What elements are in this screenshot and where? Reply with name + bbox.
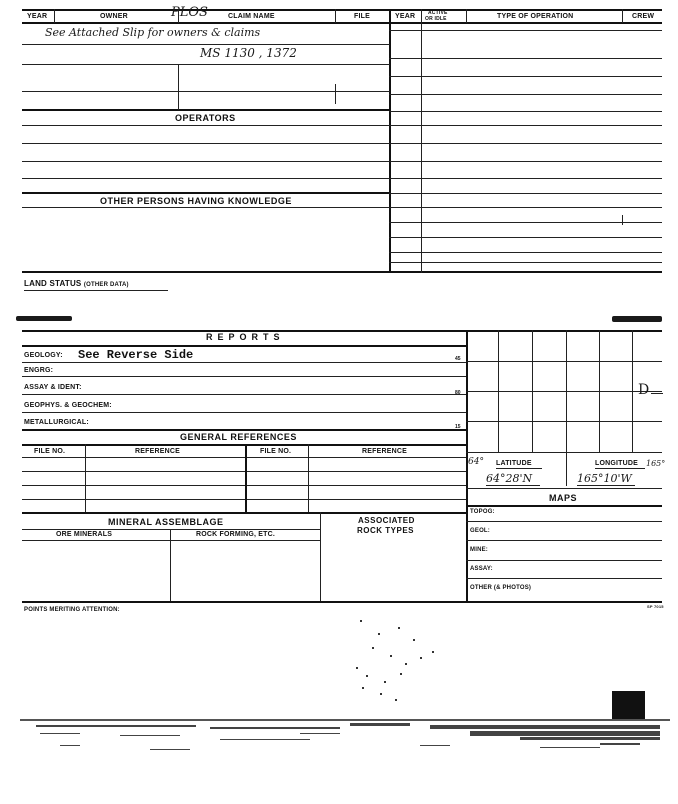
maps-row-line (466, 578, 662, 579)
form-number: SP 7015 (647, 604, 664, 609)
mineral-subheading-bottom (22, 540, 320, 541)
report-row-line (22, 376, 466, 377)
longitude-value-underline (577, 485, 635, 486)
mineral-assemblage-heading: MINERAL ASSEMBLAGE (108, 517, 224, 527)
scan-noise-artifacts (0, 615, 678, 804)
header-file: FILE (354, 13, 370, 20)
report-row-line (22, 394, 466, 395)
gen-ref-file-no-1: FILE NO. (34, 448, 66, 455)
right-row-line (389, 252, 662, 253)
coords-bottom (466, 488, 662, 489)
middle-divider (389, 9, 391, 273)
latitude-label-underline (496, 468, 542, 469)
rock-forming-label: ROCK FORMING, ETC. (196, 531, 276, 538)
geology-value: See Reverse Side (78, 348, 194, 362)
report-row-line (22, 412, 466, 413)
gen-ref-col-sep (308, 444, 309, 512)
reports-heading-bottom (22, 345, 466, 347)
latitude-label: LATITUDE (496, 460, 532, 467)
header-crew: CREW (632, 13, 655, 20)
geophys-label: GEOPHYS. & GEOCHEM: (24, 402, 112, 409)
associated-rock-types-line1: ASSOCIATED (358, 516, 415, 525)
row-col-sep (335, 84, 336, 104)
row-line (22, 44, 390, 45)
coords-col-sep (566, 452, 567, 486)
gen-ref-reference-1: REFERENCE (135, 448, 180, 455)
top-bottom-border (22, 271, 662, 273)
mineral-heading-bottom (22, 529, 320, 530)
header-claim-name: CLAIM NAME (228, 13, 275, 20)
report-row-line (22, 429, 466, 431)
grid-row (466, 452, 662, 453)
right-row-line (389, 161, 662, 162)
other-persons-heading: OTHER PERSONS HAVING KNOWLEDGE (100, 196, 292, 206)
longitude-suffix: 165° (646, 459, 666, 468)
right-row-line (389, 237, 662, 238)
maps-heading-bottom (466, 505, 662, 507)
col-sep (54, 9, 55, 23)
top-border (22, 9, 662, 11)
gen-ref-bottom (22, 512, 466, 514)
right-row-line (389, 178, 662, 179)
maps-other-label: OTHER (& PHOTOS) (470, 585, 532, 591)
longitude-label: LONGITUDE (595, 460, 639, 467)
header-year-2: YEAR (395, 13, 416, 20)
gen-ref-col-sep (245, 444, 247, 512)
owner-handwritten-note: PLOS (171, 5, 208, 20)
grid-handwritten-mark: D (638, 382, 650, 398)
row-line (22, 64, 390, 65)
gen-ref-file-no-2: FILE NO. (260, 448, 292, 455)
gen-ref-row-line (22, 499, 466, 500)
land-status-underline (24, 290, 168, 291)
maps-row-line (466, 521, 662, 522)
longitude-value: 165°10'W (577, 472, 632, 485)
right-row-line (389, 58, 662, 59)
geology-number: 45 (455, 356, 461, 362)
grid-mark-stroke (651, 393, 663, 394)
longitude-label-underline (595, 468, 645, 469)
right-row-line (389, 76, 662, 77)
handwritten-attached-slip: See Attached Slip for owners & claims (45, 26, 261, 39)
right-row-line (389, 111, 662, 112)
right-row-line (389, 125, 662, 126)
maps-assay-label: ASSAY: (470, 566, 493, 572)
header-year: YEAR (27, 13, 48, 20)
row-line (22, 109, 390, 111)
gen-ref-col-sep (85, 444, 86, 512)
scan-smear (16, 316, 72, 321)
right-row-line (389, 207, 662, 208)
col-sep-fragment (622, 215, 623, 225)
right-row-line (389, 143, 662, 144)
header-type-of-operation: TYPE OF OPERATION (497, 13, 574, 20)
col-sep (421, 9, 422, 273)
latitude-value: 64°28'N (486, 472, 533, 485)
row-line (22, 161, 390, 162)
right-row-line (389, 94, 662, 95)
row-line (22, 192, 390, 194)
handwritten-ms-numbers: MS 1130 , 1372 (200, 46, 297, 60)
latitude-value-underline (486, 485, 540, 486)
metallurgical-label: METALLURGICAL: (24, 419, 89, 426)
col-sep (622, 9, 623, 23)
gen-ref-row-line (22, 471, 466, 472)
geology-label: GEOLOGY: (24, 352, 63, 359)
row-line (22, 178, 390, 179)
header-bottom-border (22, 22, 662, 24)
header-active-line1: ACTIVE (428, 10, 448, 16)
assay-ident-label: ASSAY & IDENT: (24, 384, 82, 391)
gen-ref-row-line (22, 485, 466, 486)
scan-smear (612, 316, 662, 322)
top-records-table (0, 0, 678, 275)
general-references-heading: GENERAL REFERENCES (180, 432, 297, 442)
engrg-label: ENGRG: (24, 367, 54, 374)
latitude-prefix: 64° (468, 457, 484, 467)
header-owner: OWNER (100, 13, 128, 20)
gen-ref-heading-bottom (22, 444, 466, 446)
col-sep (335, 9, 336, 23)
right-row-line (389, 222, 662, 223)
maps-row-line (466, 540, 662, 541)
gen-ref-reference-2: REFERENCE (362, 448, 407, 455)
gen-ref-row-line (22, 457, 466, 458)
report-row-line (22, 362, 466, 363)
col-sep (466, 9, 467, 23)
right-row-line (389, 193, 662, 194)
metallurgical-number: 15 (455, 424, 461, 430)
grid-row (466, 391, 662, 392)
row-line (22, 125, 390, 126)
points-meriting-attention-label: POINTS MERITING ATTENTION: (24, 607, 120, 613)
reports-heading: REPORTS (206, 332, 285, 342)
row-line (22, 207, 390, 208)
maps-topog-label: TOPOG: (470, 509, 495, 515)
ore-minerals-label: ORE MINERALS (56, 531, 113, 538)
maps-geol-label: GEOL: (470, 528, 490, 534)
land-status-heading: LAND STATUS (OTHER DATA) (24, 279, 129, 288)
right-row-line (389, 262, 662, 263)
maps-row-line (466, 560, 662, 561)
reports-bottom-border (22, 601, 662, 603)
assay-number: 80 (455, 390, 461, 396)
associated-col-sep (320, 512, 321, 602)
associated-rock-types-line2: ROCK TYPES (357, 526, 415, 535)
header-active-line2: OR IDLE (425, 16, 447, 22)
operators-heading: OPERATORS (175, 113, 236, 123)
grid-row (466, 361, 662, 362)
row-col-sep (178, 64, 179, 110)
maps-mine-label: MINE: (470, 547, 488, 553)
right-row-line (389, 30, 662, 31)
row-line (22, 143, 390, 144)
grid-row (466, 421, 662, 422)
maps-heading: MAPS (549, 493, 578, 503)
